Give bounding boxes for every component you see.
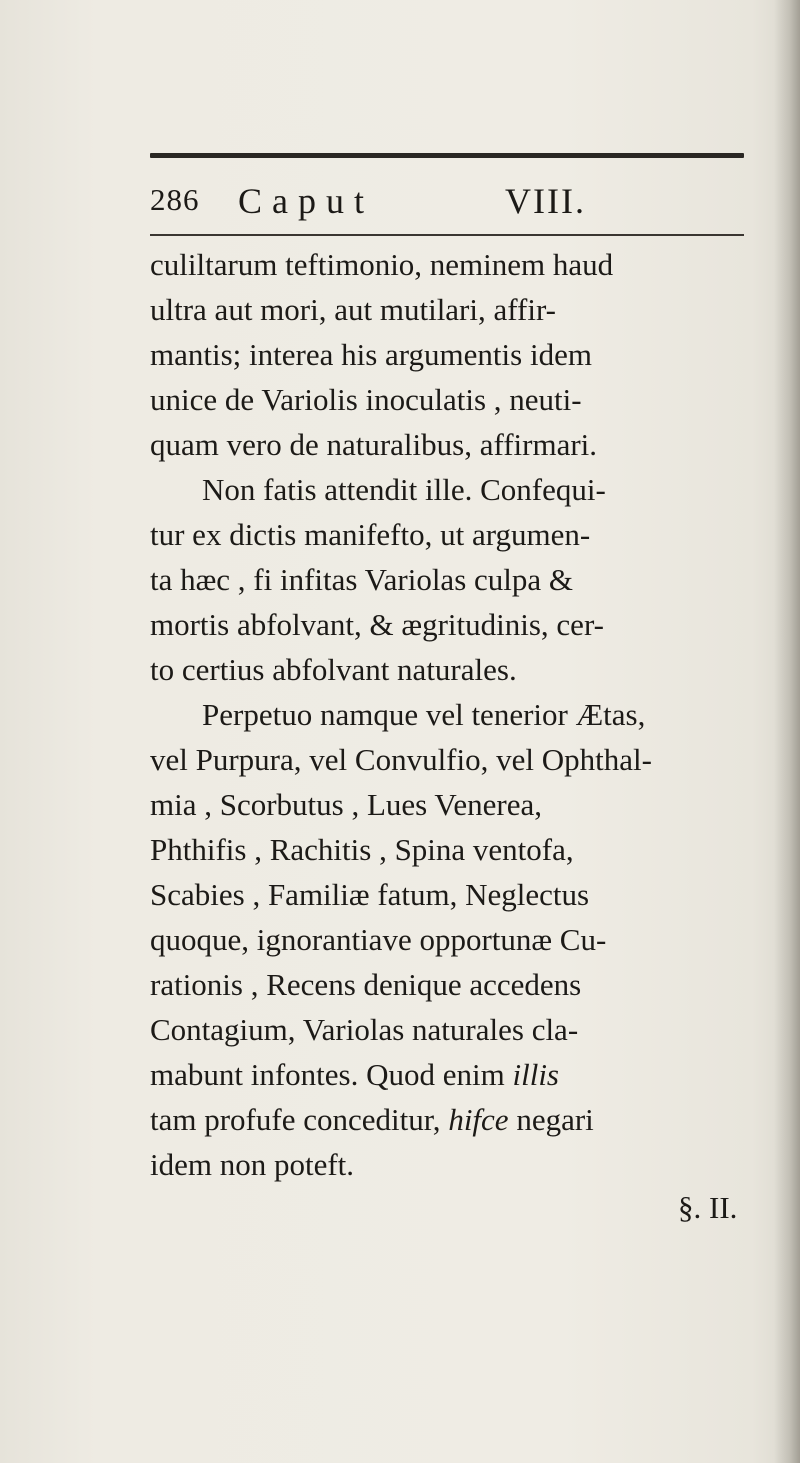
running-head: Caput xyxy=(238,181,374,221)
italic-word-illis: illis xyxy=(512,1057,559,1092)
text-line-7: tur ex dictis manifefto, ut argumen- xyxy=(150,517,591,552)
chapter-numeral: VIII. xyxy=(505,181,586,221)
header-bottom-rule xyxy=(150,234,744,236)
text-line-10: to certius abfolvant naturales. xyxy=(150,652,517,687)
page-number: 286 xyxy=(150,182,200,217)
text-line-9: mortis abfolvant, & ægritudinis, cer- xyxy=(150,607,604,642)
text-line-6: Non fatis attendit ille. Confequi- xyxy=(202,472,606,507)
italic-word-hifce: hifce xyxy=(448,1102,509,1137)
text-line-11: Perpetuo namque vel tenerior Ætas, xyxy=(202,697,646,732)
body-text xyxy=(150,242,760,1187)
text-line-20-roman: tam profufe conceditur, xyxy=(150,1102,441,1137)
text-line-20 xyxy=(150,1097,760,1142)
page-edge-shadow xyxy=(774,0,800,1463)
text-line-20-end: negari xyxy=(516,1102,594,1137)
text-line-16: quoque, ignorantiave opportunæ Cu- xyxy=(150,922,607,957)
text-line-12: vel Purpura, vel Convulfio, vel Ophthal- xyxy=(150,742,652,777)
text-line-5: quam vero de naturalibus, affirmari. xyxy=(150,427,598,462)
catchword: §. II. xyxy=(678,1190,738,1225)
text-line-13: mia , Scorbutus , Lues Venerea, xyxy=(150,787,542,822)
text-line-19 xyxy=(150,1052,760,1097)
text-line-21: idem non poteft. xyxy=(150,1147,355,1182)
page-header xyxy=(150,164,750,224)
text-line-4: unice de Variolis inoculatis , neuti- xyxy=(150,382,582,417)
header-top-rule xyxy=(150,153,744,158)
text-line-1: culiltarum teftimonio, neminem haud xyxy=(150,247,614,282)
text-line-14: Phthifis , Rachitis , Spina ventofa, xyxy=(150,832,574,867)
text-line-17: rationis , Recens denique accedens xyxy=(150,967,582,1002)
text-line-2: ultra aut mori, aut mutilari, affir- xyxy=(150,292,556,327)
text-line-8: ta hæc , fi infitas Variolas culpa & xyxy=(150,562,573,597)
text-line-18: Contagium, Variolas naturales cla- xyxy=(150,1012,579,1047)
text-line-15: Scabies , Familiæ fatum, Neglectus xyxy=(150,877,590,912)
text-line-3: mantis; interea his argumentis idem xyxy=(150,337,592,372)
text-line-19-roman: mabunt infontes. Quod enim xyxy=(150,1057,505,1092)
